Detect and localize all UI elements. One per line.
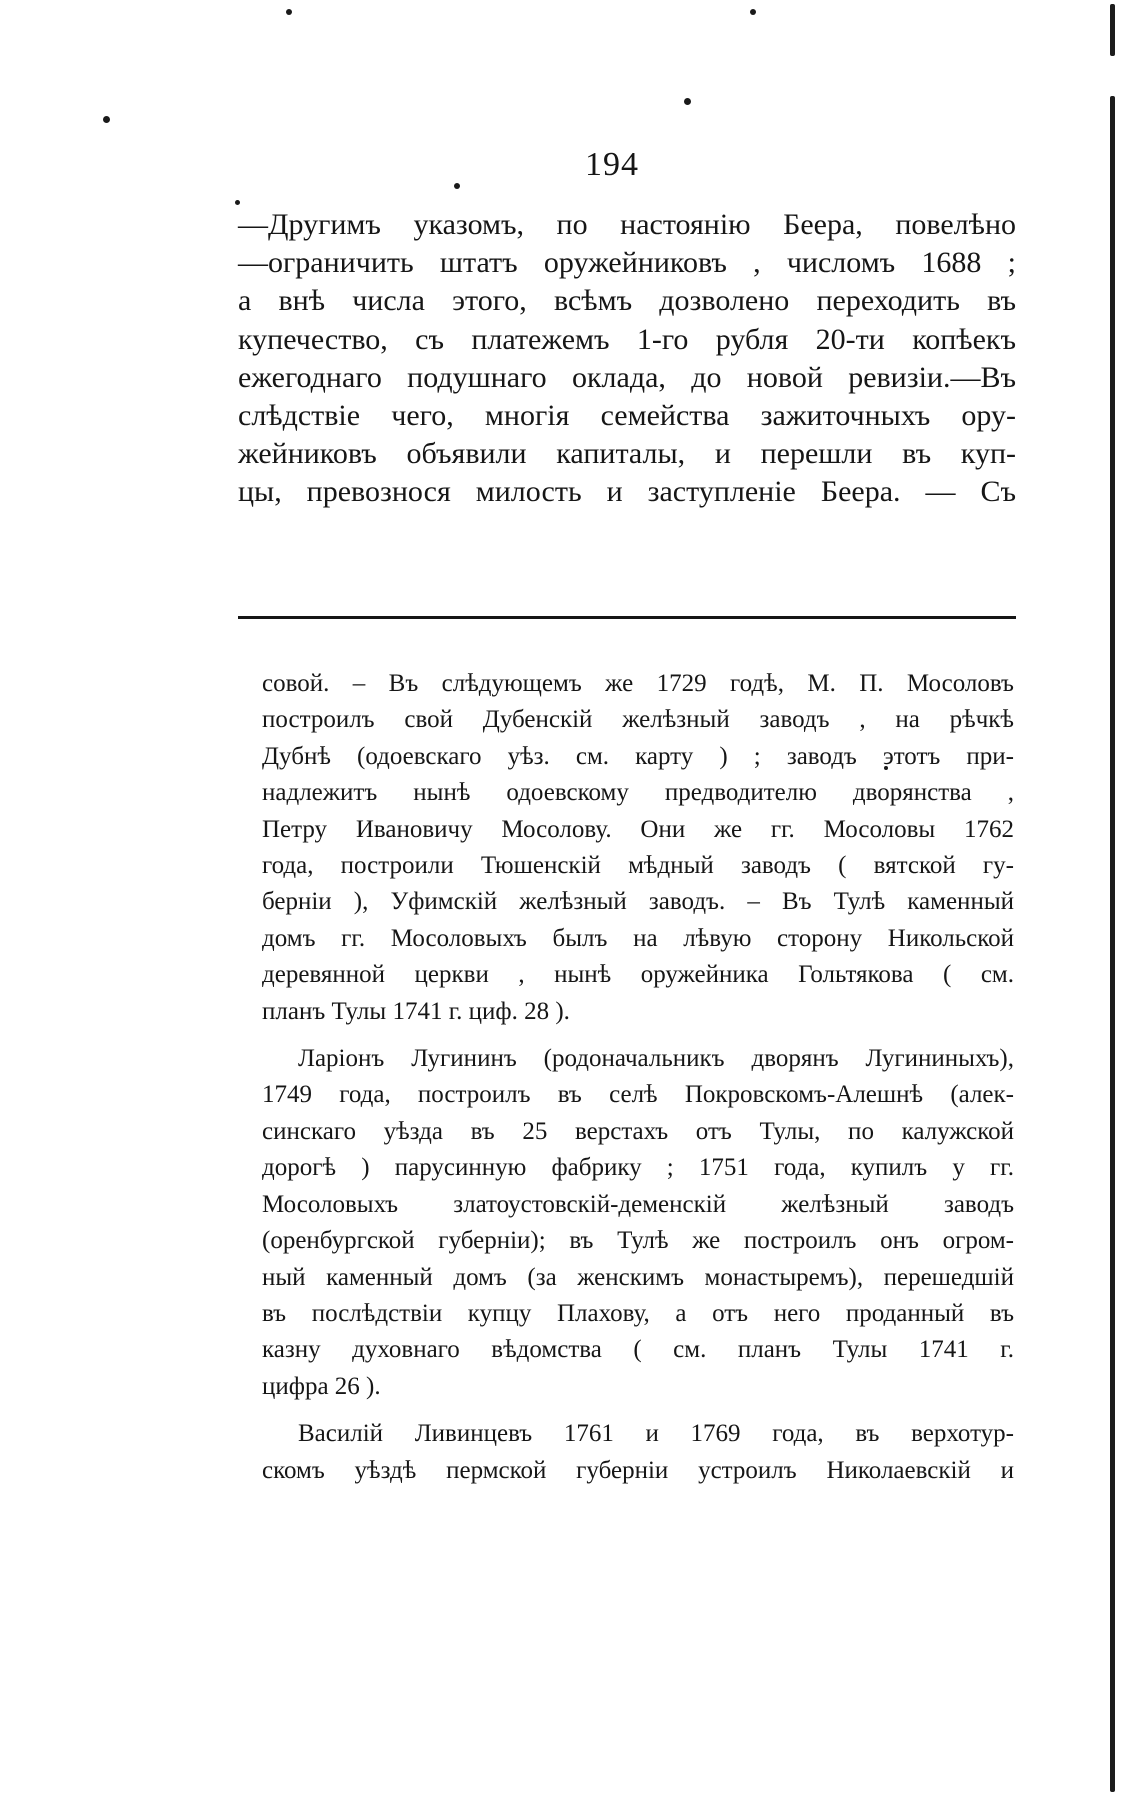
page-edge-line xyxy=(1110,96,1115,1792)
footnote-line: 1749 года, построилъ въ селѣ Покровскомъ-Алешнѣ (алек- xyxy=(262,1081,1014,1109)
page-edge-line xyxy=(1110,4,1115,56)
footnote-line: синскаго уѣзда въ 25 верстахъ отъ Тулы, по калужской xyxy=(262,1117,1014,1145)
text-line: ежегоднаго подушнаго оклада, до новой ревизіи.—Въ xyxy=(238,360,1016,394)
footnote-line: ный каменный домъ (за женскимъ монастыремъ), перешедшій xyxy=(262,1263,1014,1291)
ink-speck xyxy=(684,98,691,105)
footnote-line: Дубнѣ (одоевскаго уѣз. см. карту ) ; заводъ этотъ при- xyxy=(262,742,1014,770)
footnote-line: Василій Ливинцевъ 1761 и 1769 года, въ верхотур- xyxy=(298,1420,1014,1448)
footnote-block xyxy=(262,666,1014,1489)
footnote-line: года, построили Тюшенскій мѣдный заводъ ( вятской гу- xyxy=(262,852,1014,880)
footnote-line: (оренбургской губерніи); въ Тулѣ же построилъ онъ огром- xyxy=(262,1227,1014,1255)
text-line: жейниковъ объявили капиталы, и перешли въ куп- xyxy=(238,437,1016,471)
footnote-line: Мосоловыхъ златоустовскій-деменскій желѣзный заводъ xyxy=(262,1190,1014,1218)
ink-speck xyxy=(286,9,292,15)
footnote-line: скомъ уѣздѣ пермской губерніи устроилъ Николаевскій и xyxy=(262,1456,1014,1484)
ink-speck xyxy=(750,9,756,15)
text-line: купечество, съ платежемъ 1-го рубля 20-ти копѣекъ xyxy=(238,322,1016,356)
text-line: —Другимъ указомъ, по настоянію Беера, повелѣно xyxy=(238,208,1016,241)
footnote-paragraph xyxy=(262,666,1014,1030)
footnote-line: совой. – Въ слѣдующемъ же 1729 годѣ, М. П. Мосоловъ xyxy=(262,670,1014,697)
footnote-line: Ларіонъ Лугининъ (родоначальникъ дворянъ Лугининыхъ), xyxy=(298,1045,1014,1073)
footnote-line: планъ Тулы 1741 г. циф. 28 ). xyxy=(262,997,570,1025)
footnote-line: дорогѣ ) парусинную фабрику ; 1751 года, купилъ у гг. xyxy=(262,1154,1014,1182)
footnote-line: домъ гг. Мосоловыхъ былъ на лѣвую сторону Никольской xyxy=(262,924,1014,952)
ink-speck xyxy=(454,183,460,189)
footnote-paragraph xyxy=(262,1041,1014,1405)
ink-speck xyxy=(103,116,110,123)
footnote-line: берніи ), Уфимскій желѣзный заводъ. – Въ Тулѣ каменный xyxy=(262,888,1014,916)
text-line: слѣдствіе чего, многія семейства зажиточныхъ ору- xyxy=(238,399,1016,433)
footnote-line: деревянной церкви , нынѣ оружейника Гольтякова ( см. xyxy=(262,961,1014,989)
footnote-line: цифра 26 ). xyxy=(262,1372,381,1400)
footnote-line: Петру Ивановичу Мосолову. Они же гг. Мосоловы 1762 xyxy=(262,815,1014,843)
page-number: 194 xyxy=(585,146,639,183)
text-line: а внѣ числа этого, всѣмъ дозволено переходить въ xyxy=(238,284,1016,318)
footnote-paragraph xyxy=(262,1416,1014,1489)
main-text-block xyxy=(238,206,1016,512)
footnote-line: надлежитъ нынѣ одоевскому предводителю дворянства , xyxy=(262,779,1014,807)
footnote-line: казну духовнаго вѣдомства ( см. планъ Тулы 1741 г. xyxy=(262,1336,1014,1364)
footnote-line: въ послѣдствіи купцу Плахову, а отъ него проданный въ xyxy=(262,1299,1014,1327)
footnote-divider xyxy=(238,616,1016,619)
footnote-line: построилъ свой Дубенскій желѣзный заводъ , на рѣчкѣ xyxy=(262,706,1014,734)
text-line: —ограничить штатъ оружейниковъ , числомъ 1688 ; xyxy=(238,246,1016,280)
ink-speck xyxy=(235,200,240,205)
text-line: цы, превознося милость и заступленіе Беера. — Съ xyxy=(238,475,1016,509)
